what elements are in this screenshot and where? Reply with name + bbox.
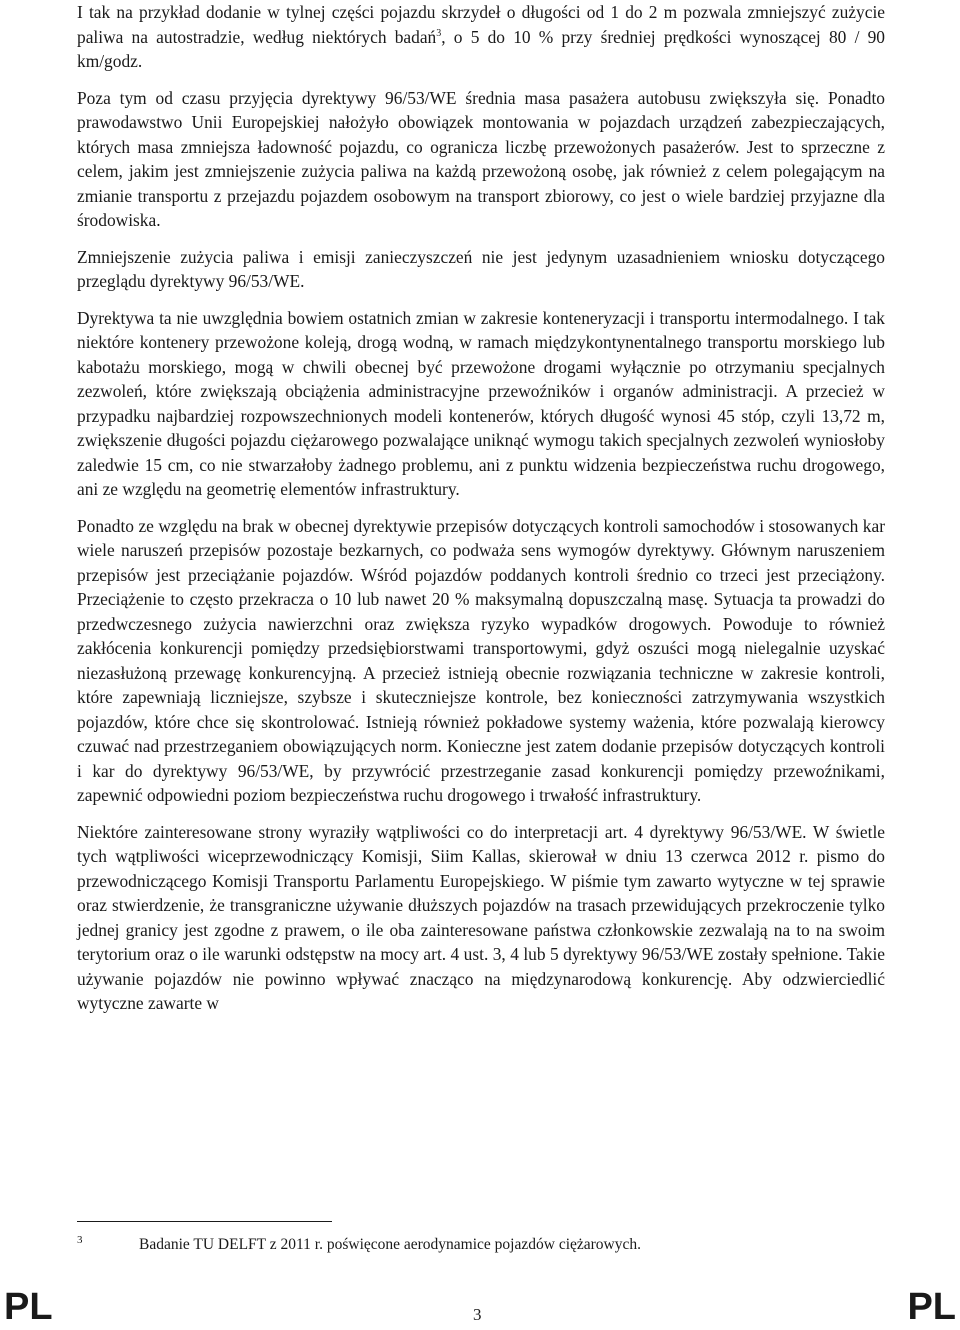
language-code-right: PL (907, 1286, 956, 1328)
footnote-number: 3 (77, 1234, 83, 1246)
paragraph-1 (77, 0, 885, 74)
paragraph-5: Ponadto ze względu na brak w obecnej dyrektywie przepisów dotyczących kontroli samochodów i stosowanych kar wiele naruszeń przepisów pozostaje bezkarnych, co podważa sens wymogów dyrektywy. Głównym naruszeniem przepisów jest przeciążanie pojazdów. Wśród pojazdów poddanych kontroli średnio co trzeci jest przeciążony. Przeciążenie to często przekracza o 10 lub nawet 20 % maksymalną dopuszczalną masę. Sytuacja ta prowadzi do przedwczesnego zużycia nawierzchni oraz zwiększa ryzyko wypadków drogowych. Powoduje to również zakłócenia konkurencji pomiędzy przedsiębiorstwami transportowymi, gdyż oszuści mogą nielegalnie uzyskać niezasłużoną przewagę konkurencyjną. A przecież istnieją obecnie rozwiązania techniczne w zakresie kontroli, które zapewniają liczniejsze, szybsze i skuteczniejsze kontrole, bez konieczności zatrzymywania wszystkich pojazdów, które chce się skontrolować. Istnieją również pokładowe systemy ważenia, które pozwalają kierowcy czuwać nad przestrzeganiem obowiązujących norm. Konieczne jest zatem dodanie przepisów dotyczących kontroli i kar do dyrektywy 96/53/WE, by przywrócić przestrzeganie zasad konkurencji pomiędzy przewoźnikami, zapewnić odpowiedni poziom bezpieczeństwa ruchu drogowego i trwałość infrastruktury. (77, 515, 885, 805)
paragraph-3: Zmniejszenie zużycia paliwa i emisji zanieczyszczeń nie jest jedynym uzasadnieniem wniosku dotyczącego przeglądu dyrektywy 96/53/WE. (77, 246, 885, 291)
paragraph-1-text-b: , o 5 do 10 % przy średniej prędkości wynoszącej 80 / 90 km/godz. (77, 26, 885, 71)
page-number: 3 (473, 1305, 482, 1324)
body-text (77, 0, 885, 1028)
paragraph-2: Poza tym od czasu przyjęcia dyrektywy 96/53/WE średnia masa pasażera autobusu zwiększyła się. Ponadto prawodawstwo Unii Europejskiej nałożyło obowiązek montowania w pojazdach urządzeń zabezpieczających, których masa zmniejsza ładowność pojazdu, co ogranicza liczbę przewożonych pasażerów. Jest to sprzeczne z celem, jakim jest zmniejszenie zużycia paliwa na każdą przewożoną osobę, jak również z celem polegającym na zmianie transportu z przejazdu pojazdem osobowym na transport zbiorowy, co jest o wiele bardziej przyjazne dla środowiska. (77, 87, 885, 230)
paragraph-6: Niektóre zainteresowane strony wyraziły wątpliwości co do interpretacji art. 4 dyrektywy 96/53/WE. W świetle tych wątpliwości wiceprzewodniczący Komisji, Siim Kallas, skierował w dniu 13 czerwca 2012 r. pismo do przewodniczącego Komisji Transportu Parlamentu Europejskiego. W piśmie tym zawarto wytyczne w tej sprawie oraz stwierdzenie, że transgraniczne używanie dłuższych pojazdów na trasach przewidujących przekroczenie tylko jednej granicy jest zgodne z prawem, o ile oba zainteresowane państwa członkowskie zezwalają na to na swoim terytorium oraz o ile warunki odstępstw na mocy art. 4 ust. 3, 4 lub 5 dyrektywy 96/53/WE zostały spełnione. Takie używanie pojazdów nie powinno wpływać znacząco na międzynarodową konkurencję. Aby odzwierciedlić wytyczne zawarte w (77, 821, 885, 1013)
footnote-reference: 3 (436, 27, 442, 39)
language-code-left: PL (4, 1286, 53, 1328)
paragraph-1-text-a: I tak na przykład dodanie w tylnej części pojazdu skrzydeł o długości od 1 do 2 m pozwala zmniejszyć zużycie paliwa na autostradzie, według niektórych badań (77, 2, 885, 47)
paragraph-4: Dyrektywa ta nie uwzględnia bowiem ostatnich zmian w zakresie konteneryzacji i transportu intermodalnego. I tak niektóre kontenery przewożone koleją, drogą wodną, w ramach międzykontynentalnego transportu morskiego lub kabotażu morskiego, mogą w chwili obecnej być przewożone drogami wyłącznie po otrzymaniu specjalnych zezwoleń, które zwiększają obciążenia administracyjne przewoźników i organów administracji. A przecież w przypadku najbardziej rozpowszechnionych modeli kontenerów, których długość wynosi 45 stóp, czyli 13,72 m, zwiększenie długości pojazdu ciężarowego pozwalające uniknąć wymogu takich specjalnych zezwoleń wyniosłoby zaledwie 15 cm, co nie stwarzałoby żadnego problemu, ani z punktu widzenia bezpieczeństwa ruchu drogowego, ani ze względu na geometrię elementów infrastruktury. (77, 307, 885, 499)
footnote-separator (77, 1221, 332, 1222)
footnote-text: Badanie TU DELFT z 2011 r. poświęcone aerodynamice pojazdów ciężarowych. (139, 1236, 642, 1253)
